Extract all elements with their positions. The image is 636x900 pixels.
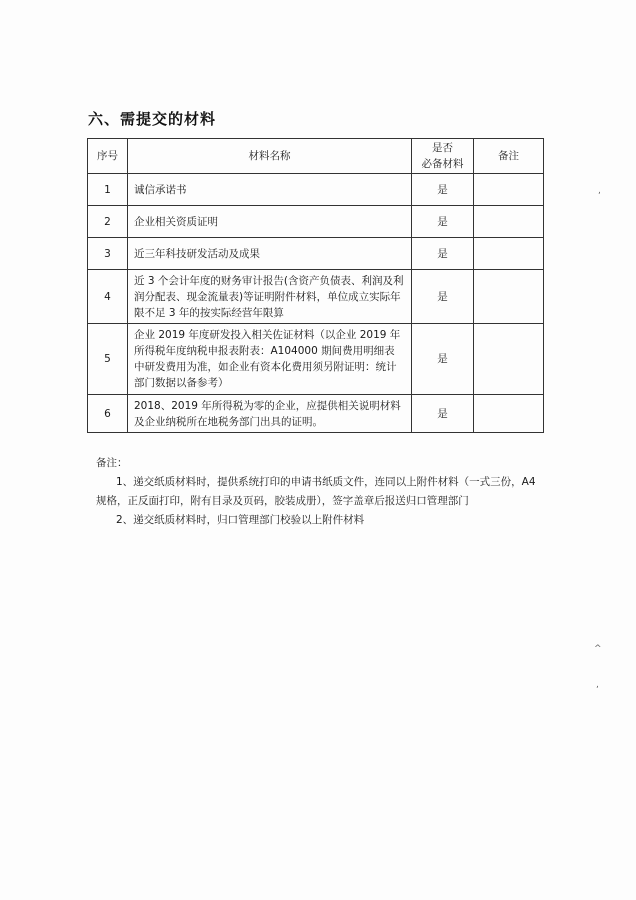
row-no: 6 bbox=[88, 395, 128, 433]
table-row bbox=[88, 206, 544, 238]
header-required-line1: 是否 bbox=[432, 142, 453, 154]
row-remark bbox=[474, 270, 544, 324]
row-no: 2 bbox=[88, 206, 128, 238]
header-remark: 备注 bbox=[474, 139, 544, 174]
row-name: 企业 2019 年度研发投入相关佐证材料（以企业 2019 年所得税年度纳税申报表附表：A104000 期间费用明细表中研发费用为准，如企业有资本化费用须另附证明：统计部门数据以备参考） bbox=[128, 324, 412, 395]
materials-table bbox=[87, 138, 544, 433]
row-name: 近三年科技研发活动及成果 bbox=[128, 238, 412, 270]
notes-block bbox=[96, 454, 548, 530]
row-required: 是 bbox=[412, 324, 474, 395]
row-name: 企业相关资质证明 bbox=[128, 206, 412, 238]
scan-speck: , bbox=[598, 186, 601, 196]
section-title: 六、需提交的材料 bbox=[88, 110, 217, 128]
table-row bbox=[88, 324, 544, 395]
scan-speck: , bbox=[596, 680, 599, 690]
row-required: 是 bbox=[412, 270, 474, 324]
note-item: 1、递交纸质材料时，提供系统打印的申请书纸质文件，连同以上附件材料（一式三份，A4 规格，正反面打印，附有目录及页码，胶装成册），签字盖章后报送归口管理部门 bbox=[96, 476, 536, 507]
header-required-line2: 必备材料 bbox=[421, 158, 464, 170]
row-required: 是 bbox=[412, 238, 474, 270]
table-row bbox=[88, 270, 544, 324]
row-no: 1 bbox=[88, 174, 128, 206]
row-remark bbox=[474, 324, 544, 395]
table-row bbox=[88, 395, 544, 433]
row-no: 4 bbox=[88, 270, 128, 324]
row-name: 近 3 个会计年度的财务审计报告(含资产负债表、利润及利润分配表、现金流量表)等证明附件材料，单位成立实际年限不足 3 年的按实际经营年限算 bbox=[128, 270, 412, 324]
row-required: 是 bbox=[412, 395, 474, 433]
table-row bbox=[88, 174, 544, 206]
scan-speck: ^ bbox=[594, 644, 602, 654]
row-remark bbox=[474, 238, 544, 270]
table-row bbox=[88, 238, 544, 270]
header-name: 材料名称 bbox=[128, 139, 412, 174]
header-no: 序号 bbox=[88, 139, 128, 174]
header-required bbox=[412, 139, 474, 174]
row-required: 是 bbox=[412, 174, 474, 206]
row-name: 2018、2019 年所得税为零的企业，应提供相关说明材料及企业纳税所在地税务部门出具的证明。 bbox=[128, 395, 412, 433]
row-no: 5 bbox=[88, 324, 128, 395]
table-header-row bbox=[88, 139, 544, 174]
row-remark bbox=[474, 174, 544, 206]
row-no: 3 bbox=[88, 238, 128, 270]
row-required: 是 bbox=[412, 206, 474, 238]
notes-title: 备注： bbox=[96, 457, 128, 469]
row-remark bbox=[474, 206, 544, 238]
row-name: 诚信承诺书 bbox=[128, 174, 412, 206]
row-remark bbox=[474, 395, 544, 433]
note-item: 2、递交纸质材料时，归口管理部门校验以上附件材料 bbox=[116, 514, 365, 526]
